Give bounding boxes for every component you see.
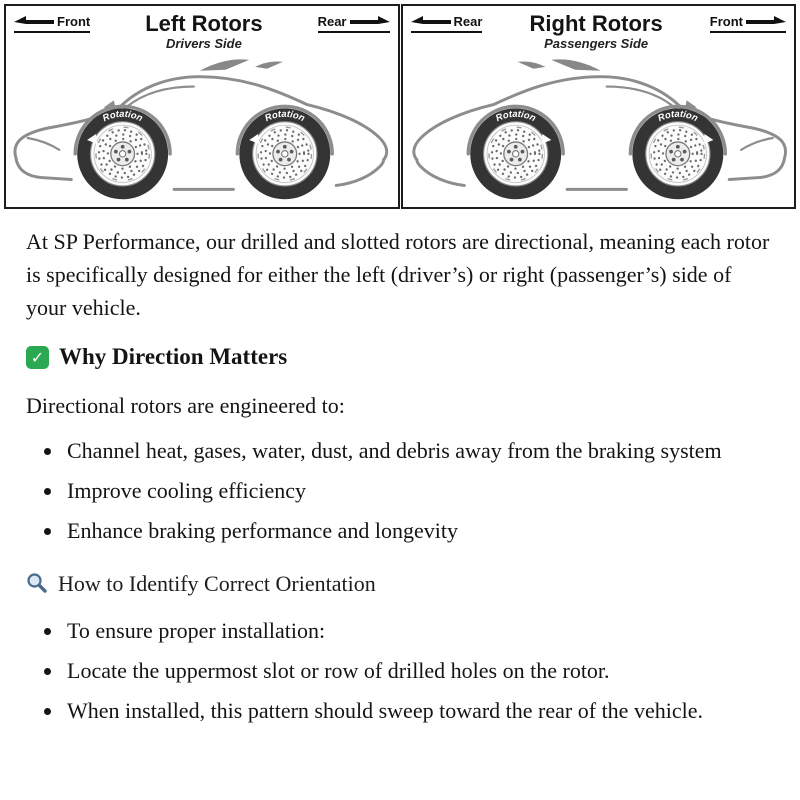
direction-text: Rear bbox=[317, 14, 347, 29]
section-heading-identify-orientation bbox=[26, 567, 774, 600]
article bbox=[0, 209, 800, 727]
rear-direction-label bbox=[411, 14, 483, 33]
rear-direction-label bbox=[318, 14, 390, 33]
search-icon bbox=[26, 572, 48, 594]
right-panel-header bbox=[403, 6, 795, 51]
why-direction-bullet-list bbox=[26, 434, 774, 547]
panel-title: Left Rotors bbox=[145, 11, 263, 36]
rotor-direction-diagram bbox=[0, 0, 800, 209]
direction-text: Rear bbox=[453, 14, 483, 29]
heading-text: How to Identify Correct Orientation bbox=[58, 570, 376, 596]
orientation-bullet-list bbox=[26, 614, 774, 727]
car-illustration-left bbox=[6, 51, 398, 207]
arrow-left-icon bbox=[411, 16, 451, 28]
arrow-left-icon bbox=[14, 16, 54, 28]
front-direction-label bbox=[14, 14, 90, 33]
list-item: • Locate the uppermost slot or row of drilled holes on the rotor. bbox=[64, 654, 769, 687]
intro-paragraph: At SP Performance, our drilled and slotted rotors are directional, meaning each rotor is specifically designed for either the left (driver’s) or right (passenger’s) side of your vehicle. bbox=[26, 229, 770, 321]
list-item: • Enhance braking performance and longevity bbox=[64, 514, 769, 547]
list-item: • Improve cooling efficiency bbox=[64, 474, 769, 507]
section-heading-why-direction-matters bbox=[26, 340, 774, 375]
left-panel-header bbox=[6, 6, 398, 51]
list-item: • Channel heat, gases, water, dust, and debris away from the braking system bbox=[64, 434, 769, 467]
right-panel-titles bbox=[530, 12, 663, 51]
panel-subtitle: Passengers Side bbox=[544, 36, 649, 52]
left-panel-titles bbox=[145, 12, 262, 51]
panel-title: Right Rotors bbox=[529, 11, 663, 36]
car-illustration-right bbox=[403, 51, 795, 207]
arrow-right-icon bbox=[350, 16, 390, 28]
list-item: • To ensure proper installation: bbox=[64, 614, 769, 647]
direction-text: Front bbox=[57, 14, 91, 29]
front-direction-label bbox=[710, 14, 786, 33]
heading-text: Why Direction Matters bbox=[59, 344, 288, 370]
direction-text: Front bbox=[709, 14, 743, 29]
arrow-right-icon bbox=[746, 16, 786, 28]
lead-paragraph: Directional rotors are engineered to: bbox=[26, 392, 345, 418]
panel-subtitle: Drivers Side bbox=[165, 36, 242, 52]
left-rotors-panel bbox=[4, 4, 400, 209]
right-rotors-panel bbox=[401, 4, 797, 209]
check-icon: ✓ bbox=[26, 346, 49, 369]
list-item: • When installed, this pattern should sweep toward the rear of the vehicle. bbox=[64, 694, 769, 727]
